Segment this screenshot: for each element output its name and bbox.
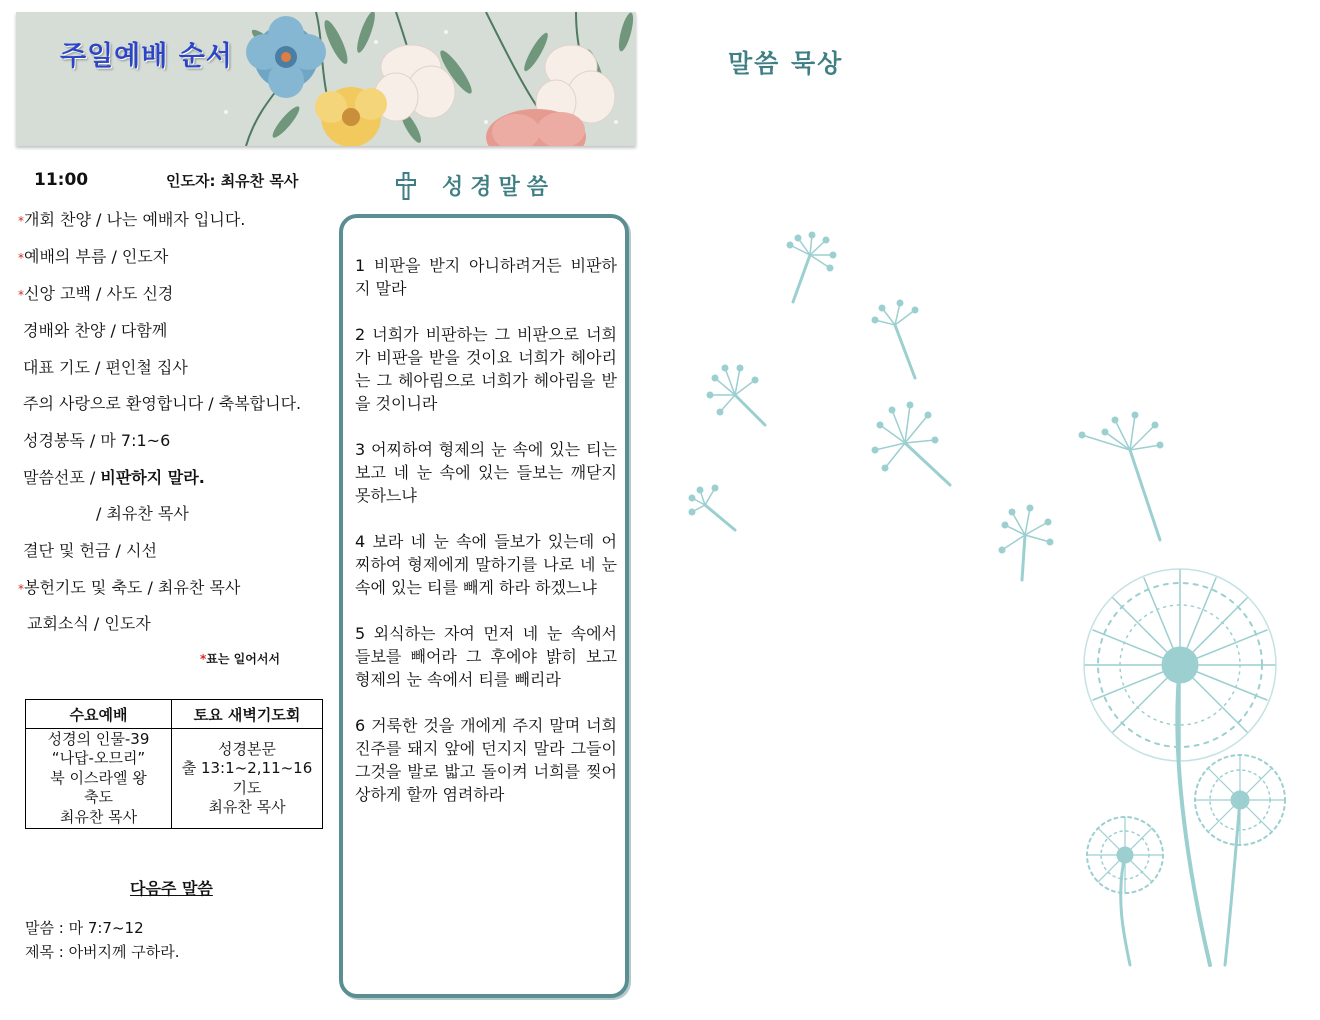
saturday-cell: 성경본문 출 13:1~2,11~16 기도 최유찬 목사 (181, 739, 313, 816)
blue-flower-icon (246, 16, 326, 98)
verse: 1 비판을 받지 아니하려거든 비판하지 말라 (355, 256, 617, 298)
verse: 2 너희가 비판하는 그 비판으로 너희가 비판을 받을 것이요 너희가 헤아리는 그 헤아림으로 너희가 헤아림을 받을 것이니라 (355, 325, 617, 413)
order-item: *봉헌기도 및 축도 / 최유찬 목사 (18, 578, 241, 597)
meditation-title: 말씀 묵상 (728, 49, 844, 78)
scripture-box (339, 214, 629, 998)
medium-dandelion-icon (1195, 755, 1285, 965)
next-week-scripture: 말씀 : 마 7:7~12 (25, 919, 144, 937)
star-marker: * (18, 251, 24, 265)
verse-list (355, 254, 617, 829)
sermon-title: 비판하지 말라. (100, 468, 205, 487)
dandelion-seed-icon (787, 232, 836, 302)
standing-note: *표는 일어서서 (200, 652, 281, 666)
order-item: *신앙 고백 / 사도 신경 (18, 284, 174, 303)
order-item: *개회 찬양 / 나는 예배자 입니다. (18, 210, 246, 229)
flower-illustration (16, 12, 636, 146)
scripture-heading (396, 170, 555, 201)
dandelion-seed-icon (872, 402, 950, 485)
order-item-sermon: 말씀선포 / 비판하지 말라. (23, 468, 205, 487)
order-item: 주의 사랑으로 환영합니다 / 축복합니다. (23, 394, 302, 413)
order-item: 경배와 찬양 / 다함께 (23, 321, 168, 340)
next-week-title: 다음주 말씀 (130, 879, 213, 898)
dandelion-seed-icon (707, 365, 765, 425)
schedule-table (25, 699, 323, 829)
worship-leader: 인도자: 최유찬 목사 (166, 172, 299, 190)
dandelion-seed-icon (999, 505, 1053, 580)
order-item: 결단 및 헌금 / 시선 (23, 541, 157, 560)
small-dandelion-icon (1087, 817, 1163, 965)
order-item: 대표 기도 / 편인철 집사 (23, 358, 188, 377)
scripture-heading-text: 성경말씀 (442, 175, 556, 200)
order-item: 성경봉독 / 마 7:1~6 (23, 431, 171, 450)
star-marker: * (18, 214, 24, 228)
saturday-header: 토요 새벽기도회 (172, 700, 322, 729)
wednesday-cell: 성경의 인물-39 “나답-오므리” 북 이스라엘 왕 축도 최유찬 목사 (26, 729, 172, 828)
header-banner (16, 12, 636, 146)
verse: 3 어찌하여 형제의 눈 속에 있는 티는 보고 네 눈 속에 있는 들보는 깨닫지 못하느냐 (355, 440, 617, 505)
large-dandelion-icon (1084, 569, 1276, 965)
order-item: 교회소식 / 인도자 (27, 614, 151, 633)
verse: 4 보라 네 눈 속에 들보가 있는데 어찌하여 형제에게 말하기를 나로 네 눈 속에 있는 티를 빼게 하라 하겠느냐 (355, 532, 617, 597)
star-marker: * (18, 288, 24, 302)
verse: 6 거룩한 것을 개에게 주지 말며 너희 진주를 돼지 앞에 던지지 말라 그들이 그것을 발로 밟고 돌이켜 너희를 찢어 상하게 할까 염려하라 (355, 716, 617, 804)
dandelion-seed-icon (872, 300, 918, 378)
verse: 5 외식하는 자여 먼저 네 눈 속에서 들보를 빼어라 그 후에야 밝히 보고 형제의 눈 속에서 티를 빼리라 (355, 624, 617, 689)
dandelion-illustration (660, 200, 1300, 980)
order-item: *예배의 부름 / 인도자 (18, 247, 169, 266)
cross-icon (396, 171, 416, 201)
star-marker: * (18, 582, 24, 596)
wednesday-header: 수요예배 (26, 700, 172, 729)
dandelion-seed-icon (1079, 412, 1163, 540)
order-item-preacher: / 최유찬 목사 (96, 504, 189, 523)
banner-title: 주일예배 순서 (60, 41, 233, 72)
worship-time: 11:00 (34, 170, 89, 190)
dandelion-seed-icon (689, 485, 735, 530)
next-week-subject: 제목 : 아버지께 구하라. (25, 943, 180, 961)
